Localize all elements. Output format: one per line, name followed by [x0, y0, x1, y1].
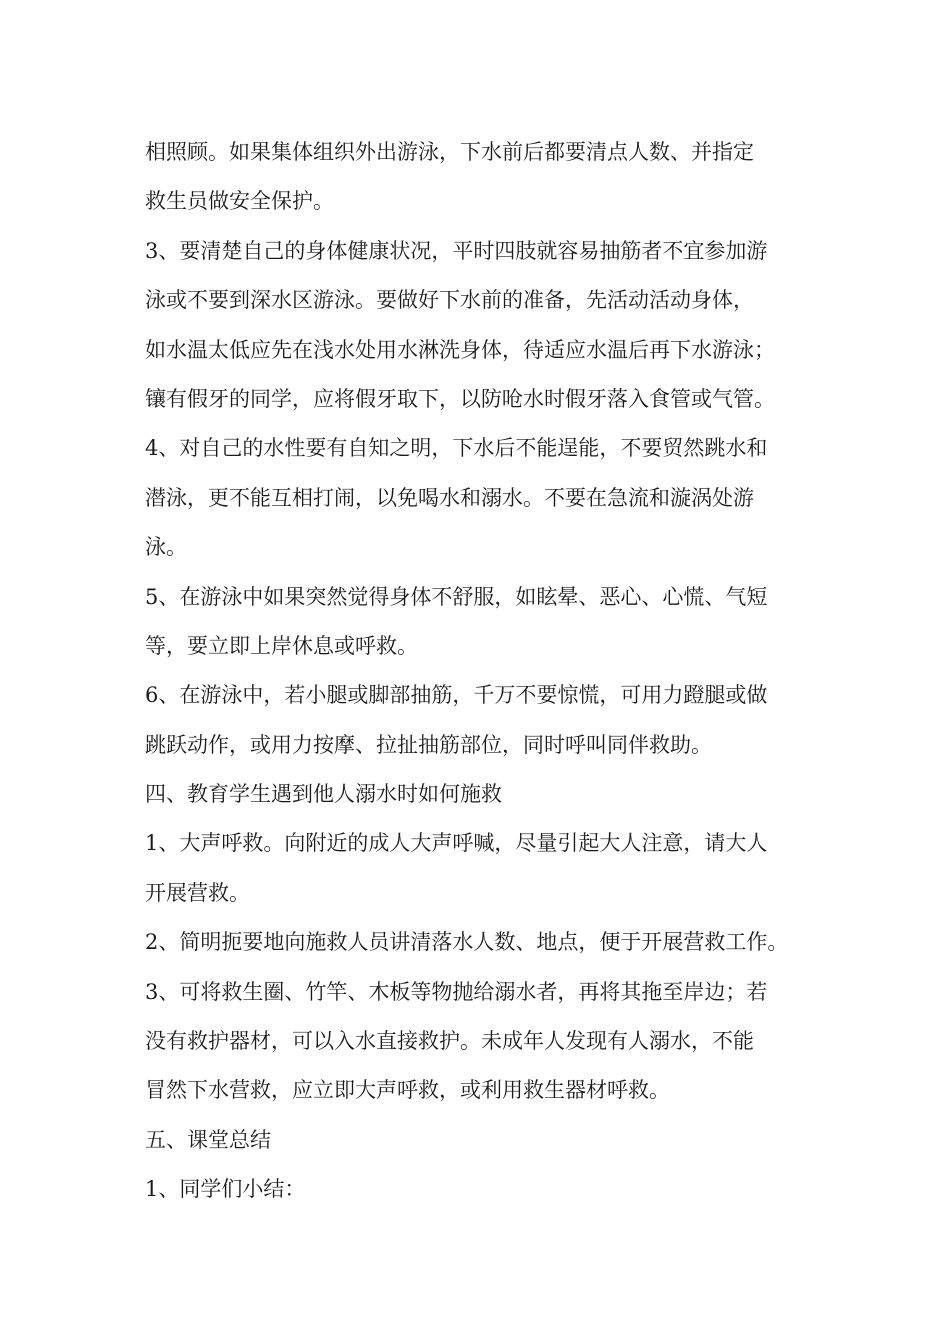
- text-line: 3、要清楚自己的身体健康状况，平时四肢就容易抽筋者不宜参加游: [145, 238, 768, 263]
- section-heading: 五、课堂总结: [145, 1127, 271, 1152]
- text-line: 开展营救。: [145, 880, 250, 905]
- text-line: 相照顾。如果集体组织外出游泳，下水前后都要清点人数、并指定: [145, 140, 754, 164]
- text-line: 救生员做安全保护。: [145, 189, 334, 214]
- text-line: 镶有假牙的同学，应将假牙取下，以防呛水时假牙落入食管或气管。: [145, 386, 775, 411]
- body-text: [145, 128, 815, 1215]
- text-line: 3、可将救生圈、竹竿、木板等物抛给溺水者，再将其拖至岸边；若: [145, 979, 768, 1004]
- text-line: 2、简明扼要地向施救人员讲清落水人数、地点，便于开展营救工作。: [145, 930, 789, 955]
- text-line: 6、在游泳中，若小腿或脚部抽筋，千万不要惊慌，可用力蹬腿或做: [145, 683, 768, 708]
- text-line: 等，要立即上岸休息或呼救。: [145, 633, 418, 658]
- text-line: 跳跃动作，或用力按摩、拉扯抽筋部位，同时呼叫同伴救助。: [145, 732, 712, 757]
- text-line: 没有救护器材，可以入水直接救护。未成年人发现有人溺水，不能: [145, 1029, 754, 1054]
- text-line: 1、同学们小结：: [145, 1177, 306, 1202]
- section-heading: 四、教育学生遇到他人溺水时如何施救: [145, 782, 502, 807]
- text-line: 潜泳，更不能互相打闹，以免喝水和溺水。不要在急流和漩涡处游: [145, 485, 754, 510]
- text-line: 泳。: [145, 535, 187, 560]
- text-line: 如水温太低应先在浅水处用水淋洗身体，待适应水温后再下水游泳；: [145, 337, 775, 362]
- text-line: 1、大声呼救。向附近的成人大声呼喊，尽量引起大人注意，请大人: [145, 831, 768, 856]
- text-line: 冒然下水营救，应立即大声呼救，或利用救生器材呼救。: [145, 1078, 670, 1103]
- text-line: 5、在游泳中如果突然觉得身体不舒服，如眩晕、恶心、心慌、气短: [145, 584, 768, 609]
- text-line: 4、对自己的水性要有自知之明，下水后不能逞能，不要贸然跳水和: [145, 436, 768, 461]
- text-line: 泳或不要到深水区游泳。要做好下水前的准备，先活动活动身体，: [145, 288, 754, 313]
